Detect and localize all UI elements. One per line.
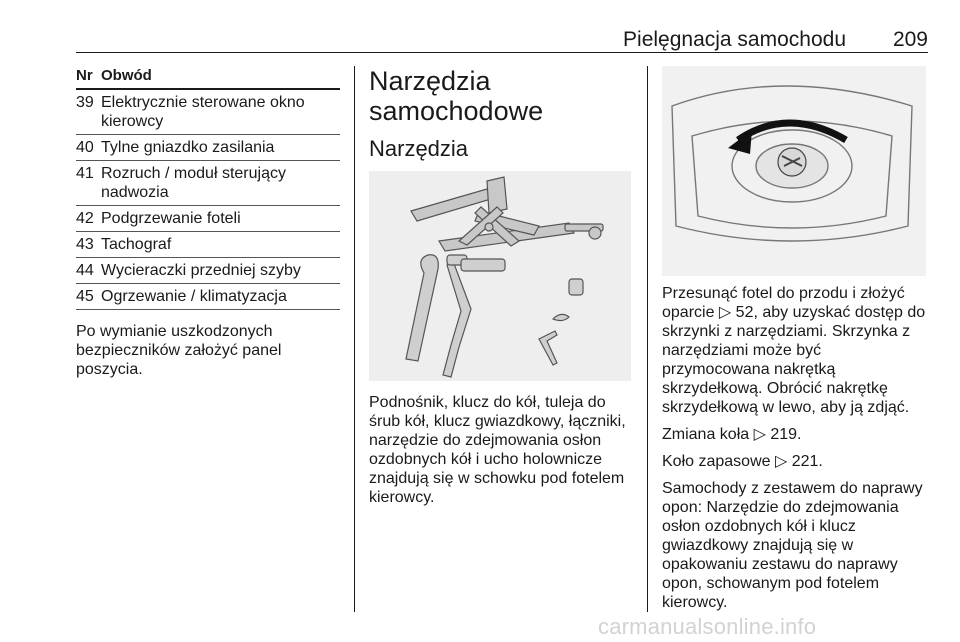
toolbox-illustration [662,66,926,276]
page-number: 209 [892,28,928,51]
page-header [76,28,928,54]
paragraph: Samochody z zestawem do naprawy opon: Narzędzie do zdejmowania osłon ozdobnych kół i klucz gwiazdkowy znajdują się w opakowaniu zestawu do naprawy opon, schowanym pod fotelem kierowcy. [662,480,923,611]
table-row [76,206,340,232]
row-nr: 40 [76,139,94,156]
col-header-circuit: Obwód [101,67,152,84]
table-row [76,135,340,161]
row-text: Wycieraczki przedniej szyby [101,262,301,279]
tools-column [369,66,633,507]
col-header-nr: Nr [76,67,93,84]
fuse-table-header [76,66,340,90]
toolbox-column [662,66,928,612]
column-divider-2 [647,66,648,612]
row-text: Elektrycznie sterowane okno kierowcy [101,94,305,130]
row-nr: 45 [76,288,94,305]
watermark: carmanualsonline.info [598,614,817,639]
row-nr: 43 [76,236,94,253]
row-nr: 44 [76,262,94,279]
paragraph: Zmiana koła ▷ 219. [662,426,802,443]
tools-caption: Podnośnik, klucz do kół, tuleja do śrub kół, klucz gwiazdkowy, łączniki, narzędzie do zdejmowania osłon ozdobnych kół i ucho holownicze znajdują się w schowku pod fotelem kierowcy. [369,394,626,506]
row-text: Tachograf [101,236,172,253]
table-row [76,258,340,284]
table-row [76,90,340,135]
row-text: Rozruch / moduł sterujący nadwozia [101,165,286,201]
column-divider-1 [354,66,355,612]
toolbox-drawing [662,66,926,276]
tools-illustration [369,171,631,381]
row-text: Ogrzewanie / klimatyzacja [101,288,287,305]
section-title: Narzędzia samochodowe [369,66,544,126]
row-nr: 41 [76,165,94,182]
table-row [76,232,340,258]
header-rule [76,52,928,53]
header-title: Pielęgnacja samochodu [623,28,846,51]
row-text: Tylne gniazdko zasilania [101,139,275,156]
fuse-note: Po wymianie uszkodzonych bezpieczników założyć panel poszycia. [76,323,282,378]
row-text: Podgrzewanie foteli [101,210,241,227]
tools-drawing [369,171,631,381]
table-row [76,161,340,206]
section-subtitle: Narzędzia [369,136,469,161]
paragraph: Koło zapasowe ▷ 221. [662,453,823,470]
row-nr: 42 [76,210,94,227]
fuse-table-column [76,66,340,379]
paragraph: Przesunąć fotel do przodu i złożyć oparcie ▷ 52, aby uzyskać dostęp do skrzynki z narzędziami. Skrzynka z narzędziami może być przymocowana nakrętką skrzydełkową. Obrócić nakrętkę skrzydełkową w lewo, aby ją zdjąć. [662,285,926,416]
row-nr: 39 [76,94,94,111]
table-row [76,284,340,310]
